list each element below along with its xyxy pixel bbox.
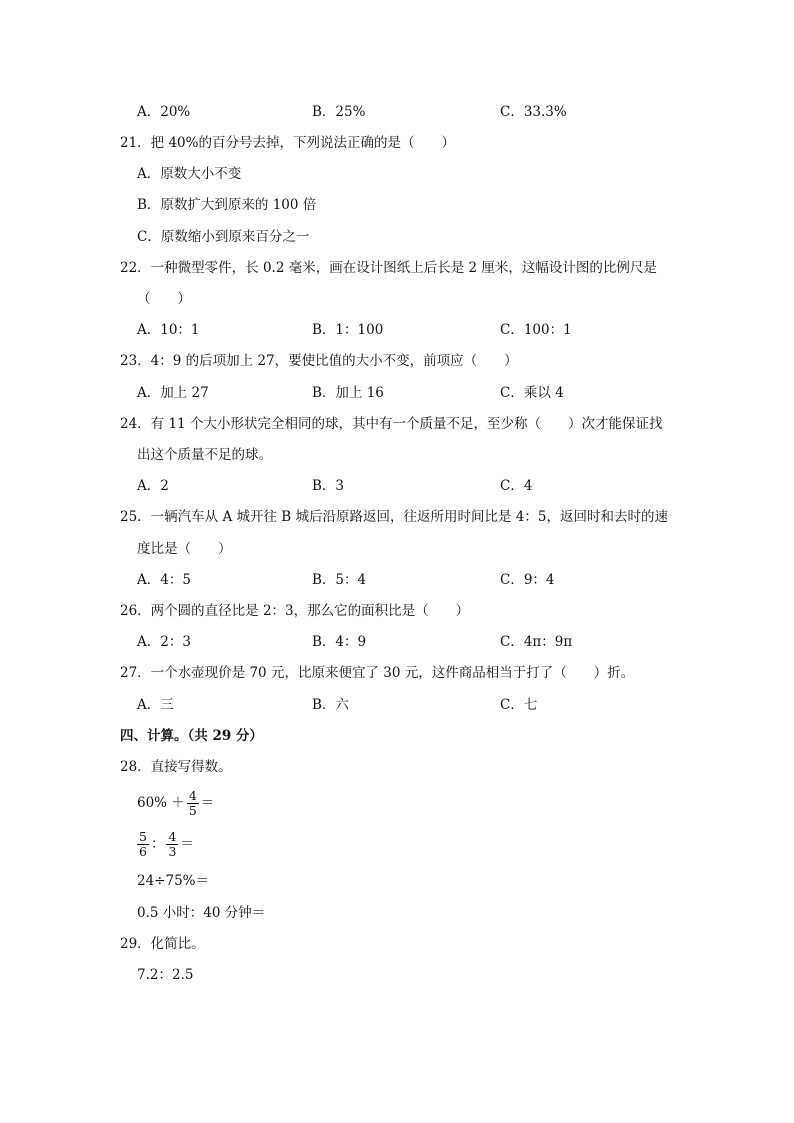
q24-option-c: C．4 [500,478,533,494]
q28-expr-1 [137,786,214,820]
q22-option-c: C．100：1 [500,322,572,338]
q20-option-c: C．33.3% [500,104,567,120]
q21-text: 21．把 40%的百分号去掉，下列说法正确的是（ ） [120,135,455,151]
fraction [166,830,178,859]
q23-option-c: C．乘以 4 [500,385,564,401]
q22-text-cont: （ ） [137,291,191,307]
q25-option-a: A．4：5 [137,572,191,588]
q22-text: 22．一种微型零件，长 0.2 毫米，画在设计图纸上后长是 2 厘米，这幅设计图的比例尺是 [120,260,657,276]
q29-expr-1: 7.2：2.5 [137,967,194,983]
q28-expr-1-prefix: 60% ＋ [137,795,185,811]
q29-text: 29．化简比。 [120,936,205,952]
q21-option-a: A．原数大小不变 [137,166,242,182]
q24-option-b: B．3 [312,478,345,494]
q27-option-a: A．三 [137,697,174,713]
q23-option-a: A．加上 27 [137,385,209,401]
q28-expr-3: 24÷75%＝ [137,873,209,889]
fraction [187,789,199,818]
q26-option-b: B．4：9 [312,634,367,650]
q25-text-cont: 度比是（ ） [137,541,232,557]
fraction-denominator: 3 [168,843,177,859]
fraction-denominator: 6 [139,843,147,859]
q26-option-c: C．4π：9π [500,634,573,650]
q27-option-b: B．六 [312,697,349,713]
q20-option-a: A．20% [137,104,191,120]
q22-option-a: A．10：1 [137,322,200,338]
q23-text: 23．4：9 的后项加上 27，要使比值的大小不变，前项应（ ） [120,353,518,369]
fraction-denominator: 5 [188,802,197,818]
q28-expr-2 [135,827,194,861]
q21-option-c: C．原数缩小到原来百分之一 [137,229,310,245]
q24-option-a: A．2 [137,478,169,494]
fraction [137,830,149,859]
q26-text: 26．两个圆的直径比是 2：3，那么它的面积比是（ ） [120,603,470,619]
q27-text: 27．一个水壶现价是 70 元，比原来便宜了 30 元，这件商品相当于打了（ ）折。 [120,665,635,681]
q23-option-b: B．加上 16 [312,385,384,401]
q24-text-cont: 出这个质量不足的球。 [137,447,272,463]
section-4-heading: 四、计算。（共 29 分） [120,728,263,744]
fraction-numerator: 4 [188,787,197,803]
q27-option-c: C．七 [500,697,538,713]
fraction-numerator: 4 [168,828,177,844]
fraction-numerator: 5 [139,828,147,844]
q25-option-c: C．9：4 [500,572,555,588]
q28-expr-2-suffix: ＝ [180,836,194,852]
q28-expr-4: 0.5 小时：40 分钟＝ [137,905,266,921]
q28-text: 28．直接写得数。 [120,759,232,775]
q24-text: 24．有 11 个大小形状完全相同的球，其中有一个质量不足，至少称（ ）次才能保证找 [120,416,663,432]
q20-option-b: B．25% [312,104,366,120]
q25-option-b: B．5：4 [312,572,367,588]
q26-option-a: A．2：3 [137,634,191,650]
q28-expr-1-suffix: ＝ [200,795,215,811]
q21-option-b: B．原数扩大到原来的 100 倍 [137,197,317,213]
q25-text: 25．一辆汽车从 A 城开往 B 城后沿原路返回，往返所用时间比是 4：5，返回时和去时的速 [120,509,668,525]
q22-option-b: B．1：100 [312,322,384,338]
q28-expr-2-operator: ： [150,836,165,852]
